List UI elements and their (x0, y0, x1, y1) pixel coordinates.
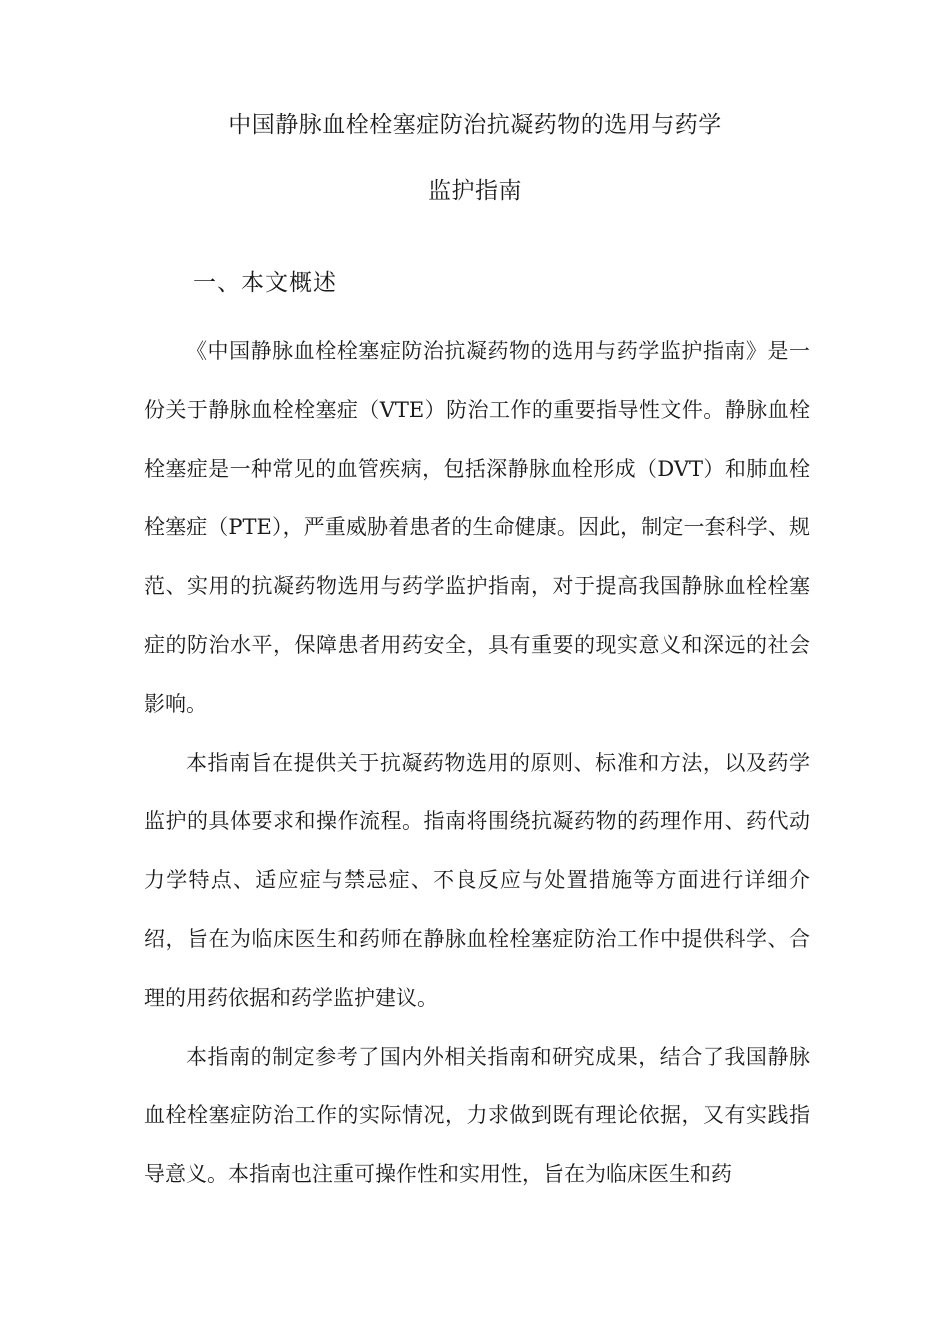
document-body (144, 322, 810, 1204)
paragraph-3: 本指南的制定参考了国内外相关指南和研究成果，结合了我国静脉血栓栓塞症防治工作的实际情况，力求做到既有理论依据，又有实践指导意义。本指南也注重可操作性和实用性，旨在为临床医生和药 (144, 1044, 810, 1187)
paragraph-1: 《中国静脉血栓栓塞症防治抗凝药物的选用与药学监护指南》是一份关于静脉血栓栓塞症（VTE）防治工作的重要指导性文件。静脉血栓栓塞症是一种常见的血管疾病，包括深静脉血栓形成（DVT）和肺血栓栓塞症（PTE），严重威胁着患者的生命健康。因此，制定一套科学、规范、实用的抗凝药物选用与药学监护指南，对于提高我国静脉血栓栓塞症的防治水平，保障患者用药安全，具有重要的现实意义和深远的社会影响。 (144, 339, 810, 716)
document-title-line-1: 中国静脉血栓栓塞症防治抗凝药物的选用与药学 (228, 112, 722, 138)
document-title-line-2: 监护指南 (428, 178, 522, 204)
section-heading: 一、本文概述 (193, 270, 337, 296)
paragraph-2: 本指南旨在提供关于抗凝药物选用的原则、标准和方法，以及药学监护的具体要求和操作流程。指南将围绕抗凝药物的药理作用、药代动力学特点、适应症与禁忌症、不良反应与处置措施等方面进行详细介绍，旨在为临床医生和药师在静脉血栓栓塞症防治工作中提供科学、合理的用药依据和药学监护建议。 (144, 750, 810, 1010)
